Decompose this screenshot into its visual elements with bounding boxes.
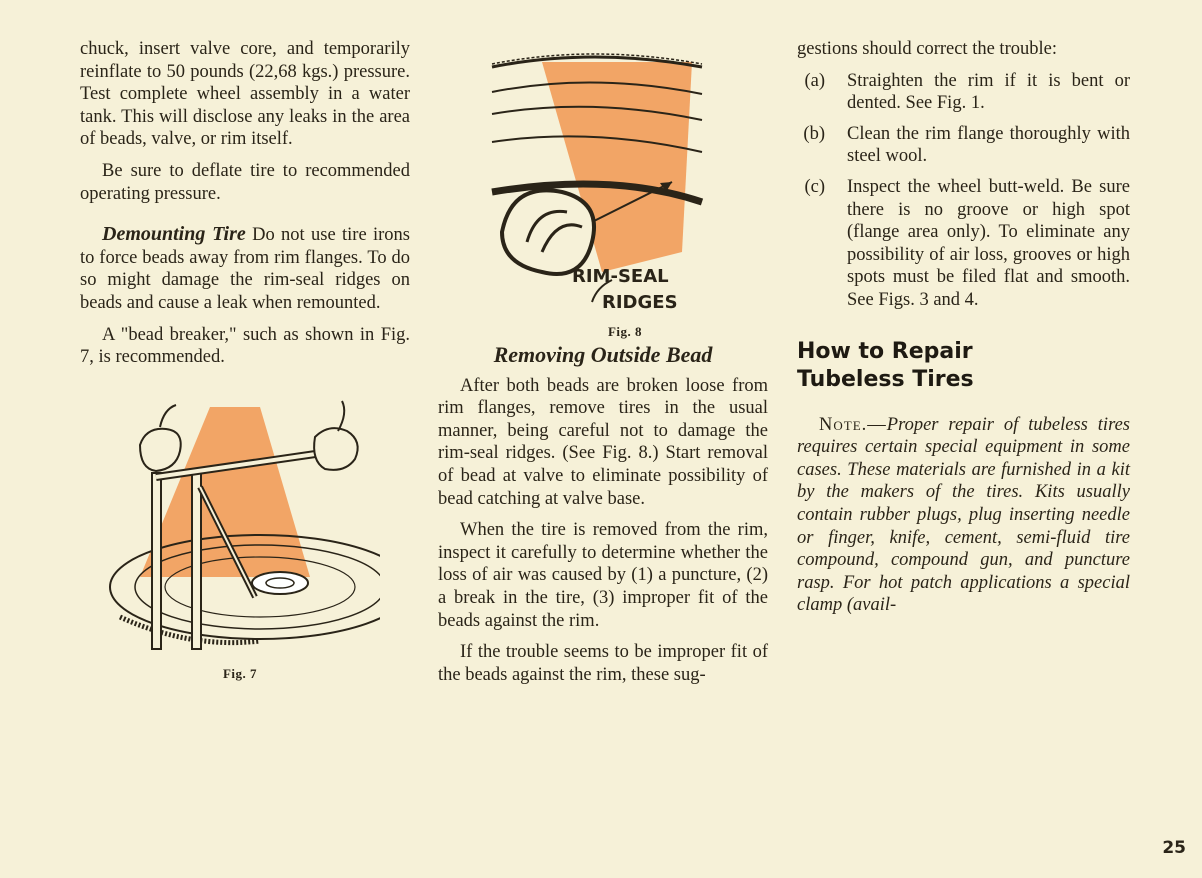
- page-number: 25: [1162, 838, 1186, 858]
- list-item: [797, 123, 1130, 168]
- list-item-text: Straighten the rim if it is bent or dented. See Fig. 1.: [847, 70, 1130, 114]
- section-heading-line1: How to Repair: [797, 338, 973, 364]
- list-item: [797, 176, 1130, 312]
- paragraph: When the tire is removed from the rim, inspect it carefully to determine whether the loss of air was caused by (1) a puncture, (2) a break in the tire, (3) improper fit of the beads against the rim.: [438, 520, 768, 631]
- bead-breaker-illustration: [80, 387, 380, 657]
- section-heading-line2: Tubeless Tires: [797, 366, 974, 392]
- rim-seal-label-line1: RIM-SEAL: [572, 266, 669, 287]
- list-item-label: (b): [803, 123, 825, 144]
- paragraph: A "bead breaker," such as shown in Fig. 7, is recommended.: [80, 324, 410, 368]
- list-item-text: Inspect the wheel butt-weld. Be sure there is no groove or high spot (flange area only). To eliminate any possibility of air loss, grooves or high spots must be filed flat and smooth. See Figs. 3 and 4.: [847, 176, 1130, 310]
- paragraph: chuck, insert valve core, and temporarily reinflate to 50 pounds (22,68 kgs.) pressure. Test complete wheel assembly in a water tank. This will disclose any leaks in the area of beads, valve, or rim itself.: [80, 39, 410, 150]
- list-item-text: Clean the rim flange thoroughly with steel wool.: [847, 123, 1130, 167]
- paragraph: If the trouble seems to be improper fit of the beads against the rim, these sug-: [438, 642, 768, 685]
- list-item-label: (c): [804, 176, 825, 197]
- paragraph: After both beads are broken loose from rim flanges, remove tires in the usual manner, being careful not to damage the rim-seal ridges. (See Fig. 8.) Start removal of bead at valve to eliminate possibility of bead catching at valve base.: [438, 375, 768, 509]
- column-left: [80, 38, 410, 686]
- rim-seal-label-line2: RIDGES: [602, 292, 678, 312]
- figure-8-caption: Fig. 8: [607, 323, 643, 339]
- note-paragraph: [797, 414, 1130, 617]
- column-right: [797, 38, 1130, 626]
- note-text: Proper repair of tubeless tires requires certain special equipment in some cases. These materials are furnished in a kit by the makers of the tires. Kits usually contain rubber plugs, plug inserting needle or finger, knife, cement, semi-fluid tire compound, compound gun, and puncture rasp. For hot patch applications a special clamp (avail-: [797, 414, 1130, 616]
- column-middle: [438, 38, 768, 695]
- list-item-label: (a): [804, 70, 825, 91]
- note-label: Note.—: [819, 414, 887, 435]
- demounting-paragraph: [80, 223, 410, 314]
- figure-7-caption: Fig. 7: [222, 666, 258, 682]
- rim-seal-illustration: [482, 42, 712, 312]
- list-item: [797, 70, 1130, 115]
- section-heading: [797, 338, 1130, 394]
- demounting-heading: Demounting Tire: [102, 223, 246, 246]
- demounting-text: Do not use tire irons to force beads away from rim flanges. To do so might damage the rim-seal ridges on beads and cause a leak when remounted.: [80, 225, 411, 313]
- figure-8: [482, 42, 768, 338]
- paragraph: Be sure to deflate tire to recommended operating pressure.: [80, 160, 410, 204]
- figure-7: [80, 387, 410, 686]
- paragraph: gestions should correct the trouble:: [797, 39, 1057, 59]
- removing-outside-bead-heading: Removing Outside Bead: [493, 342, 713, 367]
